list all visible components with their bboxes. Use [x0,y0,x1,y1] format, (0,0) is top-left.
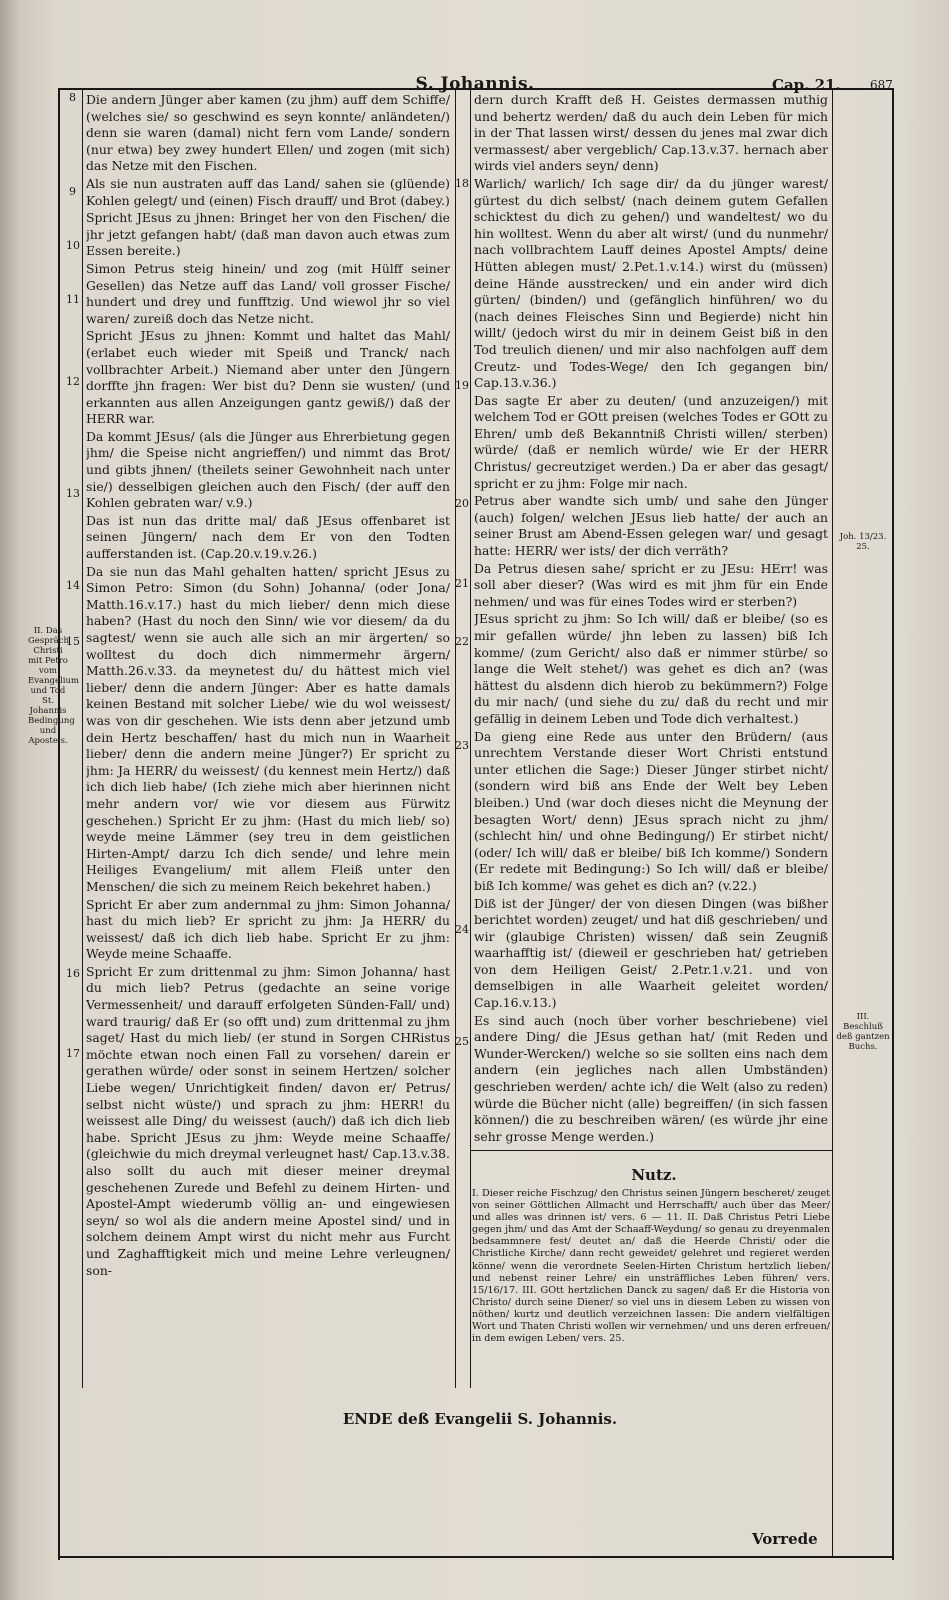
verse-number: 15 [66,635,80,648]
left-text-column [86,92,450,1392]
margin-note-conclusion: III. Beschluß deß gantzen Buchs. [836,1012,890,1052]
verse-number: 21 [455,577,469,590]
verse-number: 16 [66,967,80,980]
verse-15-text: Da sie nun das Mahl gehalten hatten/ spricht JEsus zu Simon Petro: Simon (du Sohn) Johanna/ (oder Jona/ Matth.16.v.17.) hast du mich lieber/ denn mich diese haben? (Hast du noch den Sinn/ wie vor diesem/ da du sagtest/ wenn sie auch alle sich an mir ärgerten/ so wolltest du doch dich nimmermehr ärgern/ Matth.26.v.33. da meynetest du/ du hättest mich viel lieber/ denn die andern Jünger: Aber es hatte damals keinen Bestand mit solcher Liebe/ wie du wol weissest/ was von dir geschehen. Wie ists denn aber jetzund umb dein Hertz beschaffen/ hast du mich nun in Waarheit lieber/ denn die andern meine Jünger?) Er spricht zu jhm: Ja HERR/ du weissest/ (du kennest mein Hertz/) daß ich dich lieb habe/ (Ich ziehe mich aber hierinnen nicht mehr andern vor/ wie vor diesem aus Fürwitz geschehen.) Spricht Er zu jhm: (Hast du mich lieb/ so) weyde meine Lämmer (sey treu in dem geistlichen Hirten-Ampt/ darzu Ich dich sende/ und lehre mein Heiliges Evangelium/ mit allem Fleiß unter den Menschen/ die sich zu meinem Reich bekehret haben.) [86,563,450,894]
verse-number: 8 [69,91,76,104]
verse-10-text: Spricht JEsus zu jhnen: Bringet her von den Fischen/ die jhr jetzt gefangen habt/ (daß man davon auch etwas zum Essen bereite.) [86,210,450,259]
verse-18-text: Warlich/ warlich/ Ich sage dir/ da du jünger warest/ gürtest du dich selbst/ (nach deinem gutem Gefallen schicktest du dich zu gehen/) und wandeltest/ wo du hin wolltest. Wenn du aber alt wirst/ (und du nunmehr/ nach vollbrachtem Lauff deines Apostel Ampts/ deine Hütten ablegen must/ 2.Pet.1.v.14.) wirst du (müssen) deine Hände ausstrecken/ und ein ander wird dich gürten/ (binden/) und (gefänglich hinführen/ wo du (nach deines Fleisches Sinn und Begierde) nicht hin willt/ (jedoch wirst du mir in deinem Geist biß in den Tod treulich dienen/ und mir also nachfolgen auff dem Creutz- und Todes-Wege/ den Ich gegangen bin/ Cap.13.v.36.) [474,175,828,391]
right-inner-rule [832,88,833,1558]
right-text-column [474,92,828,1144]
nutz-heading: Nutz. [631,1166,677,1184]
verse-9-text: Als sie nun austraten auff das Land/ sahen sie (glüende) Kohlen gelegt/ und (einen) Fisch drauff/ und Brot (dabey.) [86,175,450,208]
verse-number: 24 [455,923,469,936]
chapter-label: Cap. 21. [772,76,841,94]
verse-12-text: Spricht JEsus zu jhnen: Kommt und haltet das Mahl/ (erlabet euch wieder mit Speiß und Tranck/ nach vollbrachter Arbeit.) Niemand aber unter den Jüngern dorffte jhn fragen: Wer bist du? Denn sie wusten/ (und erkannten aus allen Anzeigungen gantz gewiß/) daß der HERR war. [86,328,450,427]
verse-22-text: JEsus spricht zu jhm: So Ich will/ daß er bleibe/ (so es mir gefallen würde/ jhn leben zu lassen) biß Ich komme/ (zum Gericht/ also daß er nimmer stürbe/ so lange die Welt stehet/) was gehet es dich an? (was hättest du alsdenn dich hierob zu bekümmern?) Folge du mir nach/ (und siehe du zu/ daß du recht und mir gefällig in deinem Leben und Tode dich verhaltest.) [474,611,828,726]
verse-number: 20 [455,497,469,510]
right-outer-rule [892,88,894,1560]
verse-number: 13 [66,487,80,500]
verse-11-text: Simon Petrus steig hinein/ und zog (mit Hülff seiner Gesellen) das Netze auff das Land/ voll grosser Fische/ hundert und drey und funfftzig. Und wiewol jhr so viel waren/ zureiß doch das Netze nicht. [86,260,450,326]
catchword: Vorrede [752,1530,818,1548]
verse-number: 22 [455,635,469,648]
running-title: S. Johannis. [415,74,535,94]
page-number: 687 [870,78,893,92]
margin-note-left: II. Das Gespräch Christi mit Petro vom Evangelium und Tod St. Johannis Bedingung und Apostels. [28,626,79,746]
verse-17-continued-text: dern durch Krafft deß H. Geistes dermassen muthig und behertz werden/ daß du auch dein Leben für mich in der That lassen wirst/ dessen du jenes mal zwar dich vermassest/ aber vergeblich/ Cap.13.v.37. hernach aber wirds viel anders seyn/ denn) [474,92,828,174]
left-outer-rule [58,88,60,1560]
verse-number: 17 [66,1047,80,1060]
verse-number: 25 [455,1035,469,1048]
verse-number: 19 [455,379,469,392]
verse-number: 9 [69,185,76,198]
center-rule-right [470,88,471,1388]
verse-number: 23 [455,739,469,752]
verse-20-text: Petrus aber wandte sich umb/ und sahe den Jünger (auch) folgen/ welchen JEsus lieb hatte/ der auch an seiner Brust am Abend-Essen gelegen war/ und gesagt hatte: HERR/ wer ists/ der dich verräth? [474,493,828,559]
verse-number: 18 [455,177,469,190]
verse-23-text: Da gieng eine Rede aus unter den Brüdern/ (aus unrechtem Verstande dieser Wort Christi entstund unter etlichen die Sage:) Dieser Jünger stirbet nicht/ (sondern wird biß ans Ende der Welt bey Leben bleiben.) Und (war doch dieses nicht die Meynung der besagten Wort/ denn) JEsus sprach nicht zu jhm/ (schlecht hin/ und ohne Bedingung/) Er stirbet nicht/ (oder/ Ich will/ daß er bleibe/ biß Ich komme/) Sondern (Er redete mit Bedingung:) So Ich will/ daß er bleibe/ biß Ich komme/ was gehet es dich an? (v.22.) [474,728,828,893]
verse-17-text: Spricht Er zum drittenmal zu jhm: Simon Johanna/ hast du mich lieb? Petrus (gedachte an seine vorige Vermessenheit/ und darauff erfolgeten Sünden-Fall/ und) ward traurig/ daß Er (so offt und) zum drittenmal zu jhm saget/ Hast du mich lieb/ (er stund in Sorgen CHRistus möchte etwan noch einen Fall zu vorsehen/ darein er gerathen würde/ oder sonst in seinem Hertzen/ solcher Liebe wegen/ Unrichtigkeit finden/ davon er/ Petrus/ selbst nicht wüste/) und sprach zu jhm: HERR! du weissest alle Ding/ du weissest (auch/) daß ich dich lieb habe. Spricht JEsus zu jhm: Weyde meine Schaaffe/ (gleichwie du mich dreymal verleugnet hast/ Cap.13.v.38. also sollt du auch mit dieser meiner dreymal geschehenen Zurede und Befehl zu deinem Hirten- und Apostel-Ampt wiederumb völlig an- und eingewiesen seyn/ so wol als die andern meine Apostel sind/ und in solchem deinem Ampt wirst du nicht mehr aus Furcht und Zaghafftigkeit mich und meine Lehre verleugnen/ son- [86,963,450,1278]
nutz-top-rule [470,1150,832,1151]
end-of-gospel-line: ENDE deß Evangelii S. Johannis. [342,1410,618,1428]
verse-14-text: Das ist nun das dritte mal/ daß JEsus offenbaret ist seinen Jüngern/ nach dem Er von den Todten aufferstanden ist. (Cap.20.v.19.v.26.) [86,512,450,562]
left-verse-rule [82,88,83,1388]
verse-25-text: Es sind auch (noch über vorher beschriebene) viel andere Ding/ die JEsus gethan hat/ (mit Reden und Wunder-Wercken/) welche so sie sollten eins nach dem andern (ein jegliches nach allen Umbständen) geschrieben werden/ achte ich/ die Welt (also zu reden) würde die Bücher nicht (alle) begreiffen/ (in sich fassen können/) die zu beschreiben wären/ (es würde jhr eine sehr grosse Menge werden.) [474,1012,828,1144]
verse-19-text: Das sagte Er aber zu deuten/ (und anzuzeigen/) mit welchem Tod er GOtt preisen (welches Todes er GOtt zu Ehren/ umb deß Bekanntniß Christi willen/ sterben) würde/ (daß er nemlich würde/ wie Er der HERR Christus/ gecreutziget werden.) Da er aber das gesagt/ spricht er zu jhm: Folge mir nach. [474,392,828,491]
verse-8-text: Die andern Jünger aber kamen (zu jhm) auff dem Schiffe/ (welches sie/ so geschwind es seyn konnte/ anländeten/) denn sie waren (damal) nicht fern vom Lande/ sondern (nur etwa) bey zwey hundert Ellen/ und zogen (mit sich) das Netze mit den Fischen. [86,92,450,174]
center-rule-left [455,88,456,1388]
bottom-rule [58,1556,894,1558]
verse-16-text: Spricht Er aber zum andernmal zu jhm: Simon Johanna/ hast du mich lieb? Er spricht zu jhm: Ja HERR/ du weissest/ daß ich dich lieb habe. Spricht Er zu jhm: Weyde meine Schaaffe. [86,896,450,962]
verse-number: 14 [66,579,80,592]
verse-21-text: Da Petrus diesen sahe/ spricht er zu JEsu: HErr! was soll aber dieser? (Was wird es mit jhm für ein Ende nehmen/ und was für eines Todes wird er sterben?) [474,560,828,609]
verse-24-text: Diß ist der Jünger/ der von diesen Dingen (was bißher berichtet worden) zeuget/ und hat diß geschrieben/ und wir (glaubige Christen) wissen/ daß sein Zeugniß waarhafftig ist/ (dieweil er geschrieben hat/ getrieben von dem Heiligen Geist/ 2.Petr.1.v.21. und von demselbigen in alle Waarheit geleitet worden/ Cap.16.v.13.) [474,895,828,1011]
verse-number: 12 [66,375,80,388]
verse-number: 10 [66,239,80,252]
margin-note-cross-reference: Joh. 13/23. 25. [839,532,887,552]
nutz-text: I. Dieser reiche Fischzug/ den Christus seinen Jüngern bescheret/ zeuget von seiner Göttlichen Allmacht und Herrschafft/ auch über das Meer/ und alles was drinnen ist/ vers. 6 — 11. II. Daß Christus Petri Liebe gegen jhm/ und das Amt der Schaaff-Weydung/ so genau zu dreyenmalen bedsammnere fest/ deutet an/ daß die Heerde Christi/ oder die Christliche Kirche/ dann recht geweidet/ gelehret und regieret werden könne/ wenn die verordnete Seelen-Hirten Christum hertzlich lieben/ und nebenst reiner Lehre/ ein unsträffliches Leben führen/ vers. 15/16/17. III. GOtt hertzlichen Danck zu sagen/ daß Er die Historia von Christo/ durch seine Diener/ so viel uns in diesem Leben zu wissen von nöthen/ kurtz und deutlich verzeichnen lassen: Die andern vielfältigen Wort und Thaten Christi wollen wir vernehmen/ und uns deren erfreuen/ in dem ewigen Leben/ vers. 25. [472,1188,830,1345]
verse-13-text: Da kommt JEsus/ (als die Jünger aus Ehrerbietung gegen jhm/ die Speise nicht angrieffen/) und nimmt das Brot/ und gibts jhnen/ (theilets seiner Gewohnheit nach unter sie/) desselbigen gleichen auch den Fisch/ (der auff den Kohlen gebraten war/ v.9.) [86,428,450,511]
verse-number: 11 [66,293,80,306]
